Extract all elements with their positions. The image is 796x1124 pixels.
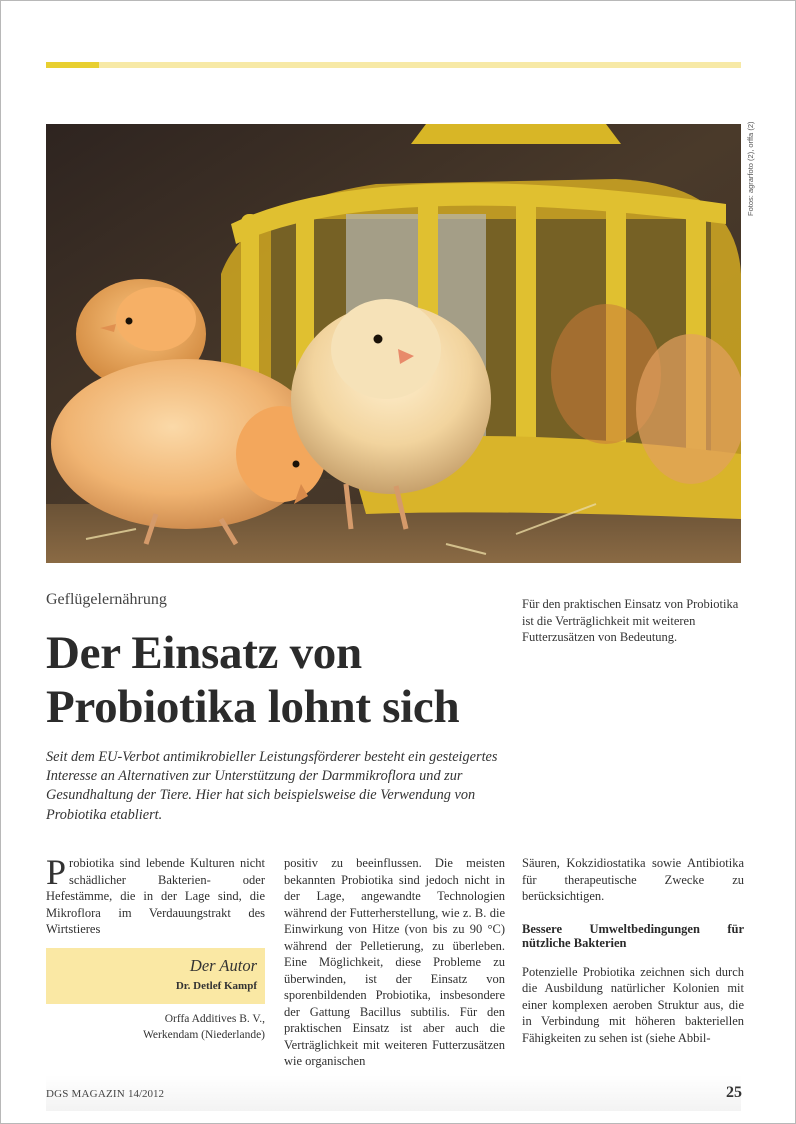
body-column-1-text: robiotika sind lebende Kulturen nicht schädlicher Bakterien- oder Hefestämme, die in der Lage sind, die Mikroflora im Verdauungstrakt des Wirtstieres [46,856,265,936]
drop-cap: P [46,852,67,892]
header-rule-accent [46,62,99,68]
author-label: Der Autor [189,956,257,975]
author-affiliation [46,1011,265,1043]
body-column-3-text: Potenzielle Probiotika zeichnen sich durch die Ausbildung natürlicher Kolonien mit einer komplexen aeroben Struktur aus, die in Verbindung mit höheren bakteriellen Fähigkeiten zu sehen ist (siehe Abbil- [522,964,744,1045]
page-number: 25 [726,1084,742,1101]
article-title: Der Einsatz von Probiotika lohnt sich [46,627,460,733]
body-column-2: positiv zu beeinflussen. Die meisten bekannten Probiotika sind jedoch nicht in der Lage, angewandte Technologien während der Futterherstellung, wie z. B. die Einwirkung von Hitze (von bis zu 90 °C) während der Pelletierung, zu überleben. Eine Möglichkeit, diese Probleme zu überwinden, ist der Einsatz von sporenbildenden Probiotika, insbesondere der Gattung Bacillus subtilis. Für den praktischen Einsatz ist aber auch die Verträglichkeit mit weiteren Futterzusätzen wie organischen [284,856,505,1068]
article-lead: Seit dem EU-Verbot antimikrobieller Leistungsförderer besteht ein gesteigertes Interesse an Alternativen zur Unterstützung der Darmmikroflora und zur Gesundhaltung der Tiere. Hier hat sich beispielsweise die Verwendung von Probiotika etabliert. [46,749,498,823]
magazine-name: DGS MAGAZIN [46,1088,125,1100]
author-affiliation-line1: Orffa Additives B. V., [164,1013,265,1025]
pull-quote: Für den praktischen Einsatz von Probiotika ist die Verträglichkeit mit weiteren Futterzusätzen von Bedeutung. [522,597,739,644]
chicks-photo [46,124,741,563]
body-column-3-intro: Säuren, Kokzidiostatika sowie Antibiotika für therapeutische Zwecke zu berücksichtigen. [522,856,744,903]
body-column-3 [522,855,744,1046]
photo-credit-text: Fotos: agrarfoto (2), orffa (2) [746,121,755,216]
author-affiliation-line2: Werkendam (Niederlande) [143,1029,265,1041]
photo-credit [746,121,756,224]
issue-number: 14/2012 [128,1088,165,1100]
body-column-1 [46,852,265,938]
author-name: Dr. Detlef Kampf [175,980,257,992]
author-box [46,948,265,1004]
section-subheading: Bessere Umweltbedingungen für nützliche Bakterien [522,921,744,950]
header-rule [46,62,741,68]
chicks-illustration [46,124,741,563]
article-category: Geflügelernährung [46,591,167,608]
